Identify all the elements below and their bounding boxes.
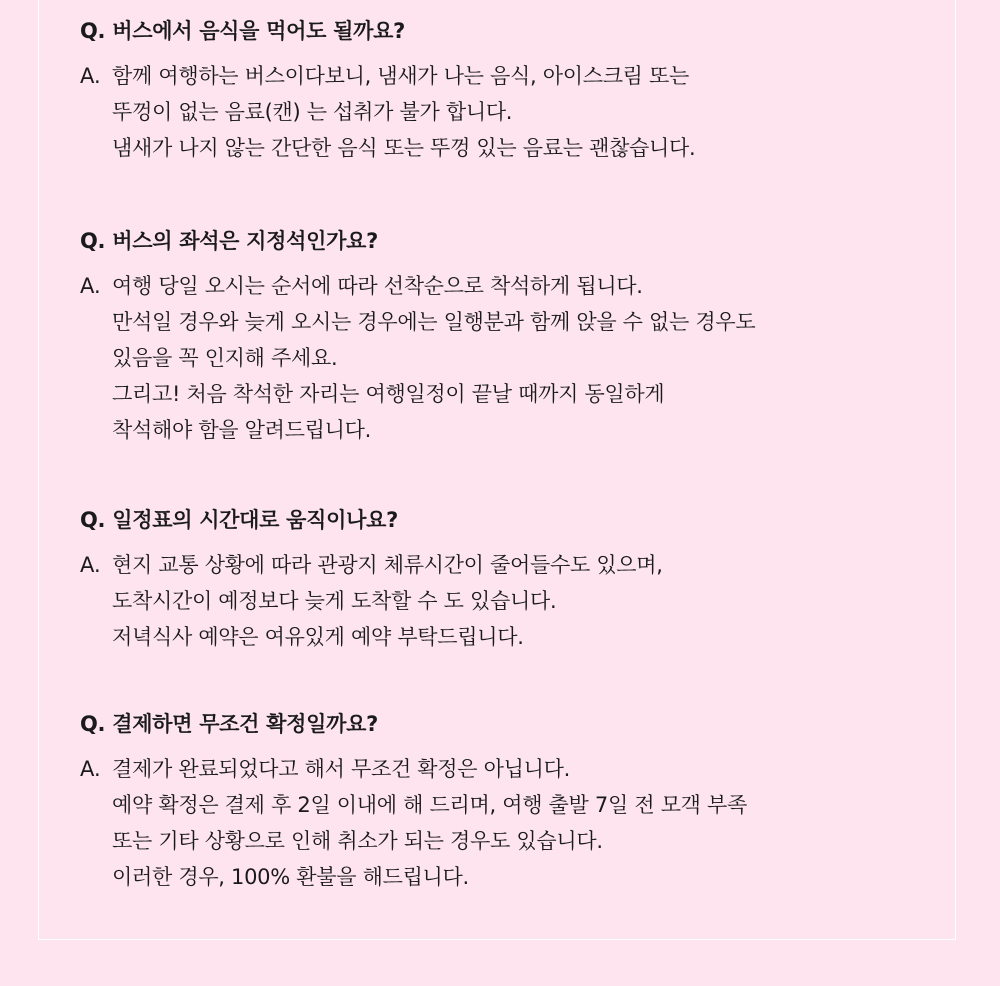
answer-line: 착석해야 함을 알려드립니다. xyxy=(112,418,371,442)
answer-line: 도착시간이 예정보다 늦게 도착할 수 도 있습니다. xyxy=(112,589,557,613)
faq-item-bus-food xyxy=(80,14,940,166)
answer-prefix: A. xyxy=(80,64,101,88)
answer-prefix: A. xyxy=(80,757,101,781)
answer-line: 현지 교통 상황에 따라 관광지 체류시간이 줄어들수도 있으며, xyxy=(112,553,663,577)
faq-item-payment xyxy=(80,707,940,895)
answer-prefix: A. xyxy=(80,274,101,298)
answer-prefix: A. xyxy=(80,553,101,577)
faq-item-schedule xyxy=(80,503,940,655)
faq-question: Q. 일정표의 시간대로 움직이나요? xyxy=(80,508,398,532)
answer-line: 그리고! 처음 착석한 자리는 여행일정이 끝날 때까지 동일하게 xyxy=(112,382,665,406)
answer-line: 여행 당일 오시는 순서에 따라 선착순으로 착석하게 됩니다. xyxy=(112,274,643,298)
answer-line: 결제가 완료되었다고 해서 무조건 확정은 아닙니다. xyxy=(112,757,570,781)
answer-line: 만석일 경우와 늦게 오시는 경우에는 일행분과 함께 앉을 수 없는 경우도 xyxy=(112,310,756,334)
answer-line: 또는 기타 상황으로 인해 취소가 되는 경우도 있습니다. xyxy=(112,829,603,853)
faq-answer xyxy=(80,547,940,655)
faq-item-bus-seat xyxy=(80,224,940,448)
answer-line: 이러한 경우, 100% 환불을 해드립니다. xyxy=(112,865,469,889)
faq-question: Q. 버스에서 음식을 먹어도 될까요? xyxy=(80,19,405,43)
answer-line: 함께 여행하는 버스이다보니, 냄새가 나는 음식, 아이스크림 또는 xyxy=(112,64,690,88)
faq-answer xyxy=(80,751,940,895)
answer-line: 예약 확정은 결제 후 2일 이내에 해 드리며, 여행 출발 7일 전 모객 부족 xyxy=(112,793,748,817)
faq-answer xyxy=(80,268,940,448)
answer-line: 있음을 꼭 인지해 주세요. xyxy=(112,346,338,370)
faq-question: Q. 버스의 좌석은 지정석인가요? xyxy=(80,229,378,253)
answer-line: 냄새가 나지 않는 간단한 음식 또는 뚜껑 있는 음료는 괜찮습니다. xyxy=(112,136,696,160)
faq-answer xyxy=(80,58,940,166)
answer-line: 저녁식사 예약은 여유있게 예약 부탁드립니다. xyxy=(112,625,524,649)
answer-line: 뚜껑이 없는 음료(캔) 는 섭취가 불가 합니다. xyxy=(112,100,513,124)
faq-question: Q. 결제하면 무조건 확정일까요? xyxy=(80,712,378,736)
